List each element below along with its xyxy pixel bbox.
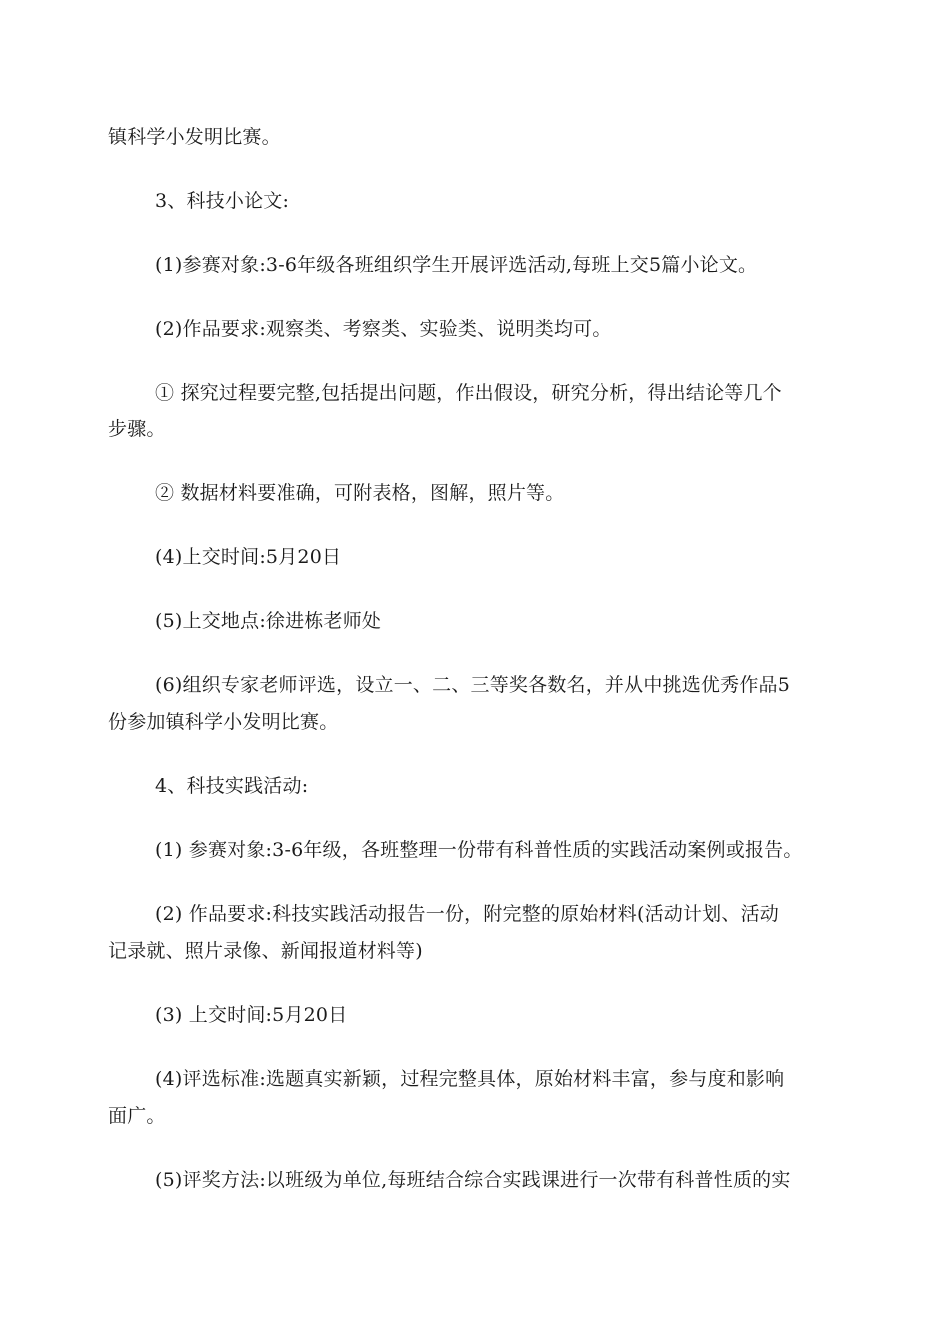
- paragraph-line: (2)作品要求:观察类、考察类、实验类、说明类均可。: [155, 318, 612, 340]
- paragraph-line: 镇科学小发明比赛。: [108, 126, 281, 148]
- paragraph-line: 份参加镇科学小发明比赛。: [108, 711, 339, 733]
- paragraph-line: (4)评选标准:选题真实新颖，过程完整具体，原始材料丰富，参与度和影响: [155, 1068, 785, 1090]
- paragraph-line: (2) 作品要求:科技实践活动报告一份，附完整的原始材料(活动计划、活动: [155, 903, 779, 925]
- paragraph-line: ① 探究过程要完整,包括提出问题，作出假设，研究分析，得出结论等几个: [155, 382, 782, 404]
- paragraph-line: (5)评奖方法:以班级为单位,每班结合综合实践课进行一次带有科普性质的实: [155, 1169, 791, 1191]
- paragraph-line: 面广。: [108, 1105, 166, 1127]
- paragraph-line: ② 数据材料要准确，可附表格，图解，照片等。: [155, 482, 565, 504]
- paragraph-line: (1) 参赛对象:3-6年级，各班整理一份带有科普性质的实践活动案例或报告。: [155, 839, 803, 861]
- paragraph-line: 步骤。: [108, 418, 166, 440]
- paragraph-line: (1)参赛对象:3-6年级各班组织学生开展评选活动,每班上交5篇小论文。: [155, 254, 758, 276]
- section-heading-papers: 3、科技小论文:: [155, 190, 290, 212]
- section-heading-practice: 4、科技实践活动:: [155, 775, 309, 797]
- paragraph-line: (4)上交时间:5月20日: [155, 546, 342, 568]
- paragraph-line: (5)上交地点:徐进栋老师处: [155, 610, 382, 632]
- paragraph-line: (6)组织专家老师评选，设立一、二、三等奖各数名，并从中挑选优秀作品5: [155, 674, 791, 696]
- paragraph-line: (3) 上交时间:5月20日: [155, 1004, 348, 1026]
- paragraph-line: 记录就、照片录像、新闻报道材料等): [108, 940, 423, 962]
